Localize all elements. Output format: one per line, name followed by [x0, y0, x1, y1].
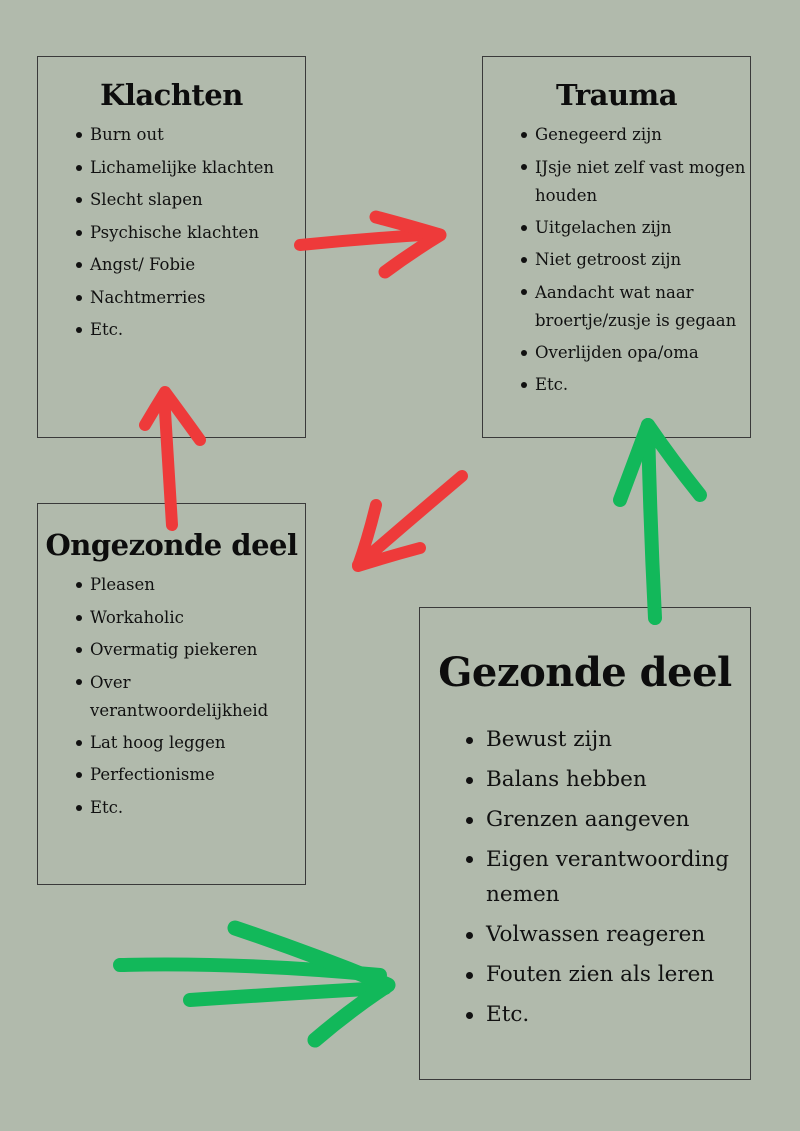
list-item: Niet getroost zijn [483, 244, 750, 277]
klachten-title: Klachten [100, 78, 243, 112]
list-item: Overlijden opa/oma [483, 337, 750, 370]
list-item: Etc. [420, 995, 750, 1035]
list-item: Etc. [483, 369, 750, 402]
list-item: Over verantwoordelijkheid [38, 667, 305, 727]
list-item: Eigen verantwoording nemen [420, 840, 750, 915]
trauma-list [483, 119, 750, 402]
gezonde-deel-title: Gezonde deel [438, 649, 732, 696]
arrow-trauma-to-ongezond [358, 476, 462, 566]
list-item: IJsje niet zelf vast mogen houden [483, 152, 750, 212]
list-item: Grenzen aangeven [420, 800, 750, 840]
arrow-gezond-to-trauma [620, 425, 700, 618]
list-item: Etc. [38, 792, 305, 825]
trauma-box [482, 56, 751, 438]
arrow-klachten-to-trauma [300, 217, 440, 272]
list-item: Nachtmerries [38, 282, 305, 315]
list-item: Balans hebben [420, 760, 750, 800]
list-item: Lat hoog leggen [38, 727, 305, 760]
list-item: Burn out [38, 119, 305, 152]
list-item: Perfectionisme [38, 759, 305, 792]
gezonde-deel-box [419, 607, 751, 1080]
list-item: Aandacht wat naar broertje/zusje is gegaan [483, 277, 750, 337]
arrow-green-double-right [120, 928, 388, 1040]
ongezonde-deel-title: Ongezonde deel [45, 528, 298, 562]
ongezonde-deel-list [38, 569, 305, 824]
list-item: Uitgelachen zijn [483, 212, 750, 245]
ongezonde-deel-box [37, 503, 306, 885]
list-item: Volwassen reageren [420, 915, 750, 955]
list-item: Angst/ Fobie [38, 249, 305, 282]
list-item: Pleasen [38, 569, 305, 602]
trauma-title: Trauma [555, 78, 678, 112]
klachten-box [37, 56, 306, 438]
list-item: Etc. [38, 314, 305, 347]
list-item: Fouten zien als leren [420, 955, 750, 995]
list-item: Genegeerd zijn [483, 119, 750, 152]
gezonde-deel-list [420, 720, 750, 1035]
list-item: Slecht slapen [38, 184, 305, 217]
list-item: Lichamelijke klachten [38, 152, 305, 185]
list-item: Psychische klachten [38, 217, 305, 250]
klachten-list [38, 119, 305, 347]
list-item: Workaholic [38, 602, 305, 635]
list-item: Overmatig piekeren [38, 634, 305, 667]
list-item: Bewust zijn [420, 720, 750, 760]
